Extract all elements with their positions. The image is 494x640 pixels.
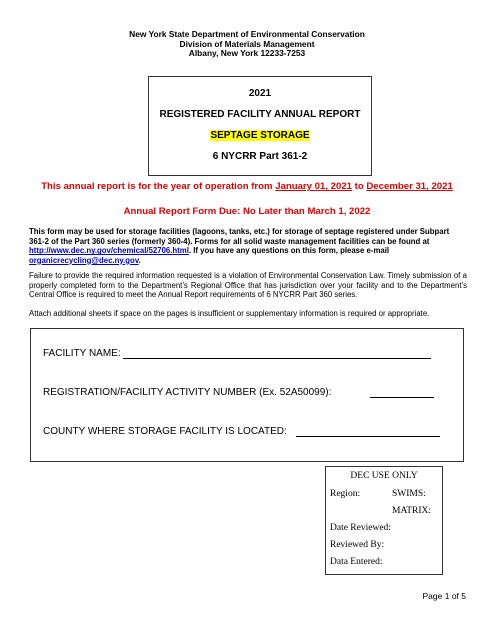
report-year: 2021 xyxy=(248,88,272,99)
report-subtitle-wrap xyxy=(149,130,371,141)
facility-info-box xyxy=(30,328,464,462)
period-notice xyxy=(0,181,494,192)
intro-paragraph xyxy=(29,227,467,265)
period-start-date: January 01, 2021 xyxy=(275,181,353,192)
registration-field[interactable] xyxy=(370,386,434,398)
intro-text-3: . xyxy=(138,255,141,265)
date-reviewed-label: Date Reviewed: xyxy=(330,523,391,533)
title-box xyxy=(148,76,372,176)
report-title: REGISTERED FACILITY ANNUAL REPORT xyxy=(159,109,361,120)
intro-text-2: . If you have any questions on this form, please e-mail xyxy=(188,246,390,256)
due-notice: Annual Report Form Due: No Later than March 1, 2022 xyxy=(123,206,371,217)
period-end-date: December 31, 2021 xyxy=(366,181,453,192)
intro-text-1: This form may be used for storage facilities (lagoons, tanks, etc.) for storage of septage registered under Subpart 361-2 of the Part 360 series (formerly 360-4). Forms for all solid waste management facilities can be found at xyxy=(29,227,450,246)
agency-name: New York State Department of Environmental Conservation xyxy=(129,29,365,39)
swims-label: SWIMS: xyxy=(392,489,426,499)
registration-row xyxy=(43,386,434,398)
data-entered-label: Data Entered: xyxy=(330,557,383,567)
region-label: Region: xyxy=(330,489,361,499)
agency-header xyxy=(0,30,494,59)
county-field[interactable] xyxy=(296,425,440,437)
forms-link[interactable]: http://www.dec.ny.gov/chemical/52706.html xyxy=(29,246,189,256)
county-label: COUNTY WHERE STORAGE FACILITY IS LOCATED: xyxy=(43,426,287,437)
contact-email-link[interactable]: organicrecycling@dec.ny.gov xyxy=(29,255,139,265)
agency-address: Albany, New York 12233-7253 xyxy=(188,48,306,59)
division-name: Division of Materials Management xyxy=(179,38,315,49)
period-prefix: This annual report is for the year of operation from xyxy=(41,181,276,192)
period-to: to xyxy=(352,181,367,192)
page-number: Page 1 of 5 xyxy=(422,591,466,601)
matrix-label: MATRIX: xyxy=(392,506,432,516)
attach-paragraph: Attach additional sheets if space on the pages is insufficient or supplementary information is required or appropriate. xyxy=(29,309,430,318)
dec-use-only-title: DEC USE ONLY xyxy=(350,471,418,481)
reviewed-by-label: Reviewed By: xyxy=(330,540,385,550)
facility-name-label: FACILITY NAME: xyxy=(43,348,121,359)
regulation-ref: 6 NYCRR Part 361-2 xyxy=(212,151,308,162)
failure-paragraph: Failure to provide the required information requested is a violation of Environmental Conservation Law. Timely submission of a properly completed form to the Department’s Regional Office that has jurisdiction over your facility and to the Department’s Central Office is required to meet the Annual Report requirements of 6 NYCRR Part 360 series. xyxy=(29,271,467,300)
facility-name-field[interactable] xyxy=(123,347,431,359)
dec-use-only-box xyxy=(325,466,443,575)
report-subtitle: SEPTAGE STORAGE xyxy=(210,130,310,141)
registration-label: REGISTRATION/FACILITY ACTIVITY NUMBER (Ex. 52A50099): xyxy=(43,387,332,398)
county-row xyxy=(43,425,440,437)
facility-name-row xyxy=(43,347,431,359)
